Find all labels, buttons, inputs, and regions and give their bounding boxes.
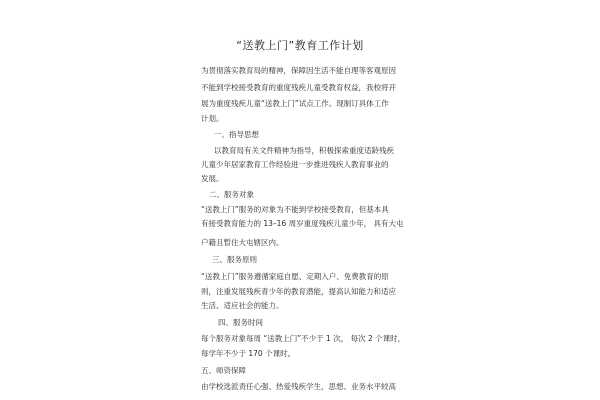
- body-line: 由学校选派责任心强、热爱残疾学生，思想、业务水平较高: [201, 382, 396, 391]
- section-heading: 一、指导思想: [214, 130, 259, 139]
- body-line: 每学年不少于 170 个课时。: [201, 349, 296, 358]
- document-title: “送教上门”教育工作计划: [236, 39, 364, 52]
- body-line: 户籍且暂住大屯辖区内。: [201, 238, 284, 247]
- body-line: 有接受教育能力的 13–16 周岁重度残疾儿童少年， 具有大屯: [201, 219, 404, 228]
- body-line: 生活、适应社会的能力。: [201, 301, 284, 310]
- body-line: “送教上门”服务遵循家庭自愿、定期入户、免费教育的原: [201, 272, 389, 281]
- body-line: 展为重度残疾儿童“送教上门”试点工作。现制订具体工作: [201, 99, 389, 108]
- body-line: 每个服务对象每周 “送教上门”不少于 1 次， 每次 2 个课时，: [201, 334, 406, 343]
- body-line: 则，注重发展残疾青少年的教育潜能，提高认知能力和适应: [201, 287, 396, 296]
- body-line: 不能到学校接受教育的重度残疾儿童受教育权益，我校将开: [201, 83, 396, 92]
- body-line: 计划。: [201, 114, 224, 123]
- body-line: 儿童少年居家教育工作经验进一步推进残疾人教育事业的: [201, 160, 389, 169]
- section-heading: 三、服务原则: [212, 255, 257, 264]
- body-line: 发展。: [201, 174, 224, 183]
- section-heading: 五、师资保障: [201, 366, 246, 375]
- body-line: “送教上门”服务的对象为不能到学校接受教育，但基本具: [201, 205, 389, 214]
- body-line: 以教育局有关文件精神为指导，积极探索重度适龄残疾: [214, 146, 394, 155]
- body-line: 为贯彻落实教育局的精神，保障因生活不能自理等客观原因: [201, 66, 396, 75]
- section-heading: 四、服务时间: [218, 318, 263, 327]
- section-heading: 二、服务对象: [209, 190, 254, 199]
